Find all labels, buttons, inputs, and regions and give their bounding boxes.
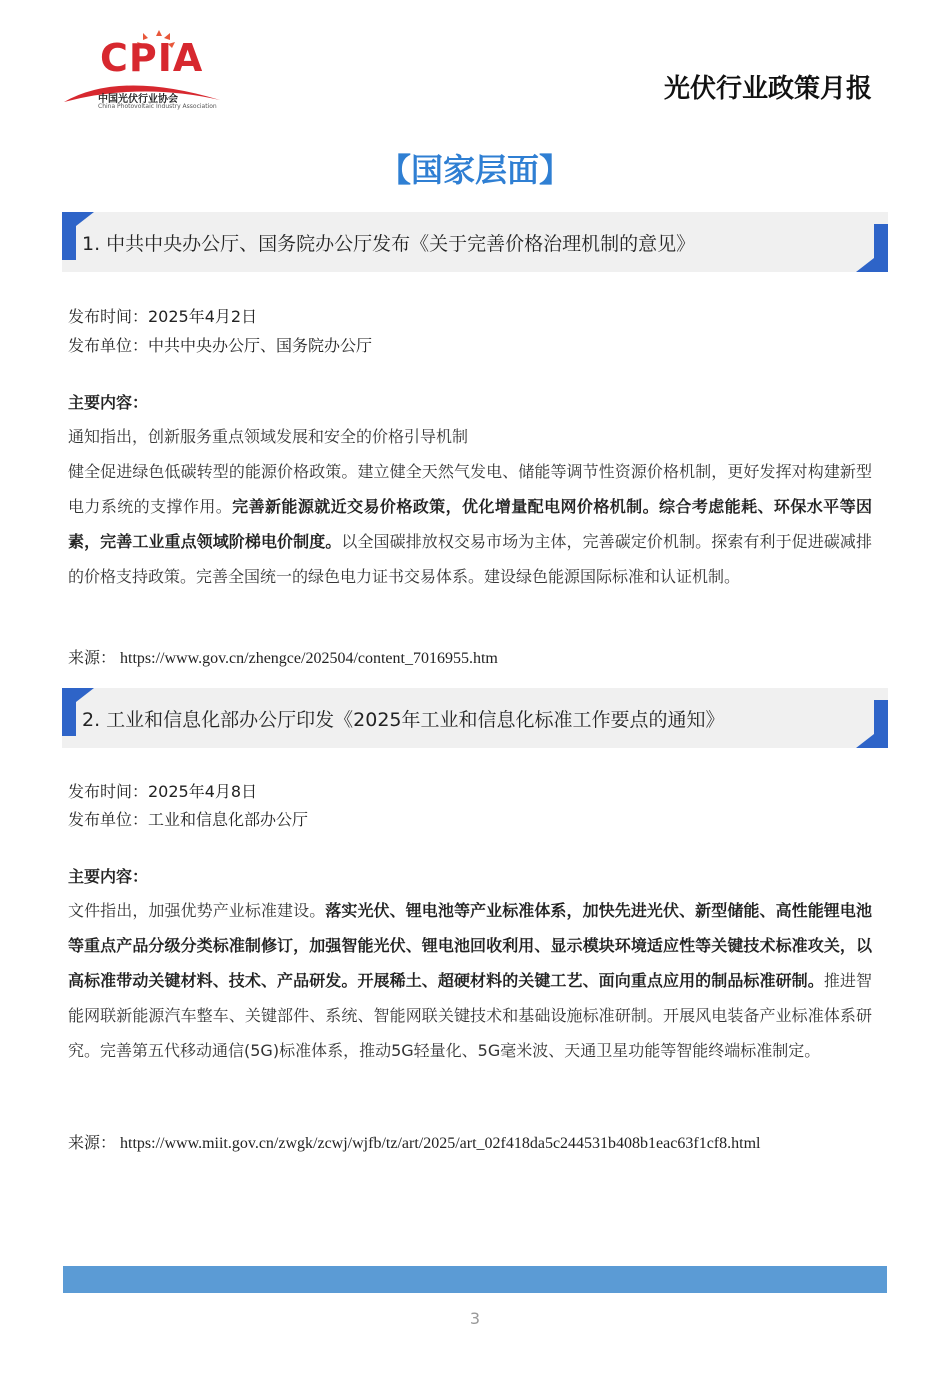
text-run: 推进智能网联新能源汽车整车、关键部件、系统、智能网联关键技术和基础设施标准研制。开展风电装备产业标准体系研究。完善第五代移动通信(5G)标准体系，推动5G轻量化、5G毫米波、天通卫星功能等智能终端标准制定。 — [68, 971, 872, 1060]
item-2-issuer: 发布单位：工业和信息化部办公厅 — [68, 810, 309, 829]
bold-text-run: 落实光伏、锂电池等产业标准体系，加快先进光伏、新型储能、高性能锂电池等重点产品分级分类标准制修订，加强智能光伏、锂电池回收利用、显示模块环境适应性等关键技术标准攻关，以高标准带动关键材料、技术、产品研发。开展稀土、超硬材料的关键工艺、面向重点应用的制品标准研制。 — [68, 901, 872, 990]
report-title: 光伏行业政策月报 — [663, 74, 872, 104]
item-1-date: 发布时间：2025年4月2日 — [68, 307, 258, 326]
logo-mark: CPIA — [100, 36, 204, 80]
item-1-source: 来源： https://www.gov.cn/zhengce/202504/content_7016955.htm — [68, 650, 498, 667]
item-2-date: 发布时间：2025年4月8日 — [68, 782, 258, 801]
item-2-title: 2. 工业和信息化部办公厅印发《2025年工业和信息化标准工作要点的通知》 — [82, 709, 725, 731]
logo-name-cn: 中国光伏行业协会 — [98, 94, 178, 105]
page-number: 3 — [469, 1309, 481, 1328]
logo-name-en: China Photovoltaic Industry Association — [98, 103, 217, 110]
item-2-source: 来源： https://www.miit.gov.cn/zwgk/zcwj/wjfb/tz/art/2025/art_02f418da5c244531b408b1eac63f1cf8.html — [68, 1135, 761, 1152]
item-2-paragraph-1 — [68, 893, 872, 1068]
item-1-paragraph-1: 通知指出，创新服务重点领域发展和安全的价格引导机制 — [68, 427, 469, 446]
item-1-issuer: 发布单位：中共中央办公厅、国务院办公厅 — [68, 336, 373, 355]
corner-bracket-icon — [856, 700, 888, 748]
item-2-content-label: 主要内容： — [68, 867, 149, 886]
cpia-logo — [60, 30, 225, 115]
item-1-paragraph-2 — [68, 454, 872, 594]
item-2-header — [62, 688, 888, 748]
corner-bracket-icon — [856, 224, 888, 272]
text-run: 文件指出，加强优势产业标准建设。 — [68, 901, 326, 920]
item-1-header — [62, 212, 888, 272]
footer-bar — [63, 1266, 887, 1293]
text-run: 健全促进绿色低碳转型的能源价格政策。建立健全天然气发电、储能等调节性资源价格机制，更好发挥对构建新型电力系统的支撑作用。 — [68, 462, 872, 516]
bold-text-run: 完善新能源就近交易价格政策，优化增量配电网价格机制。综合考虑能耗、环保水平等因素，完善工业重点领域阶梯电价制度。 — [68, 497, 872, 551]
item-1-content-label: 主要内容： — [68, 393, 149, 412]
section-title: 【国家层面】 — [378, 151, 571, 189]
text-run: 以全国碳排放权交易市场为主体，完善碳定价机制。探索有利于促进碳减排的价格支持政策。完善全国统一的绿色电力证书交易体系。建设绿色能源国际标准和认证机制。 — [68, 532, 872, 586]
item-1-title: 1. 中共中央办公厅、国务院办公厅发布《关于完善价格治理机制的意见》 — [82, 233, 696, 255]
